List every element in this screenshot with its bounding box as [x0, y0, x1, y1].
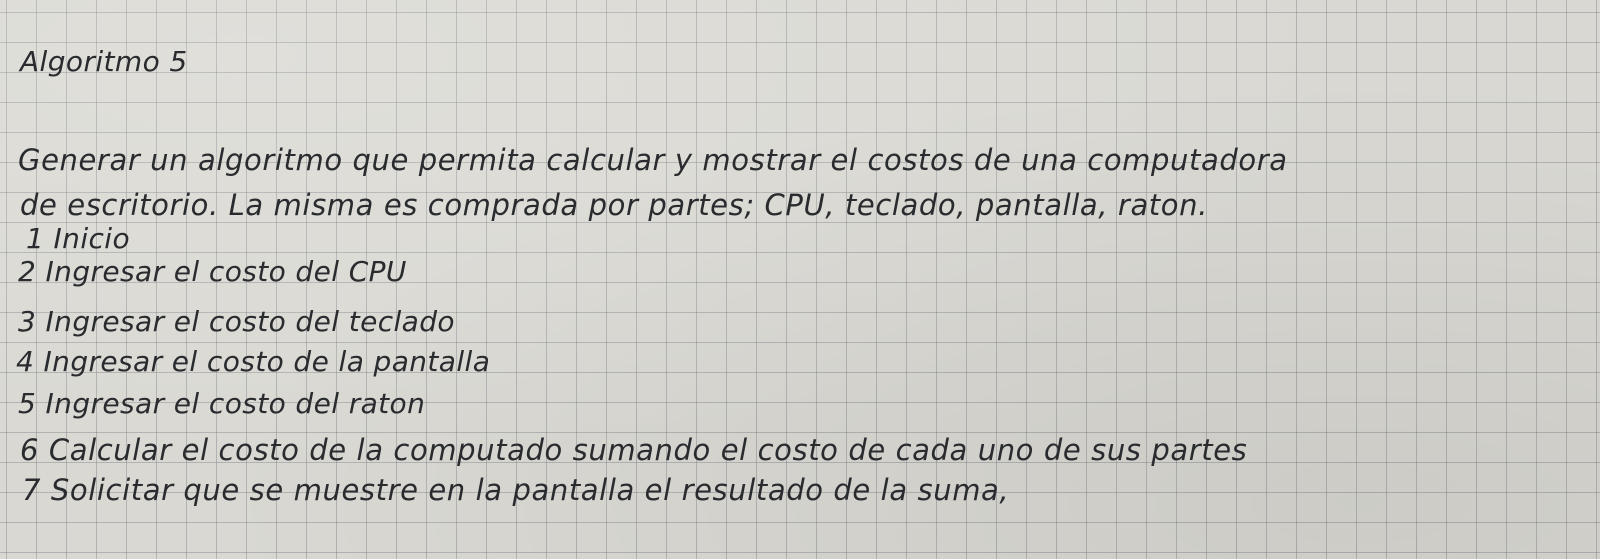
step-4: 4 Ingresar el costo de la pantalla — [16, 345, 491, 378]
step-3: 3 Ingresar el costo del teclado — [18, 305, 455, 338]
step-5: 5 Ingresar el costo del raton — [18, 387, 426, 420]
step-7: 7 Solicitar que se muestre en la pantalla el resultado de la suma, — [22, 473, 1010, 507]
step-1: 1 Inicio — [26, 222, 131, 255]
problem-statement-line-1: Generar un algoritmo que permita calcular y mostrar el costos de una computadora — [18, 143, 1288, 177]
algorithm-title: Algoritmo 5 — [20, 45, 188, 78]
step-6: 6 Calcular el costo de la computado sumando el costo de cada uno de sus partes — [20, 433, 1248, 467]
problem-statement-line-2: de escritorio. La misma es comprada por partes; CPU, teclado, pantalla, raton. — [20, 188, 1208, 222]
step-2: 2 Ingresar el costo del CPU — [18, 255, 407, 288]
